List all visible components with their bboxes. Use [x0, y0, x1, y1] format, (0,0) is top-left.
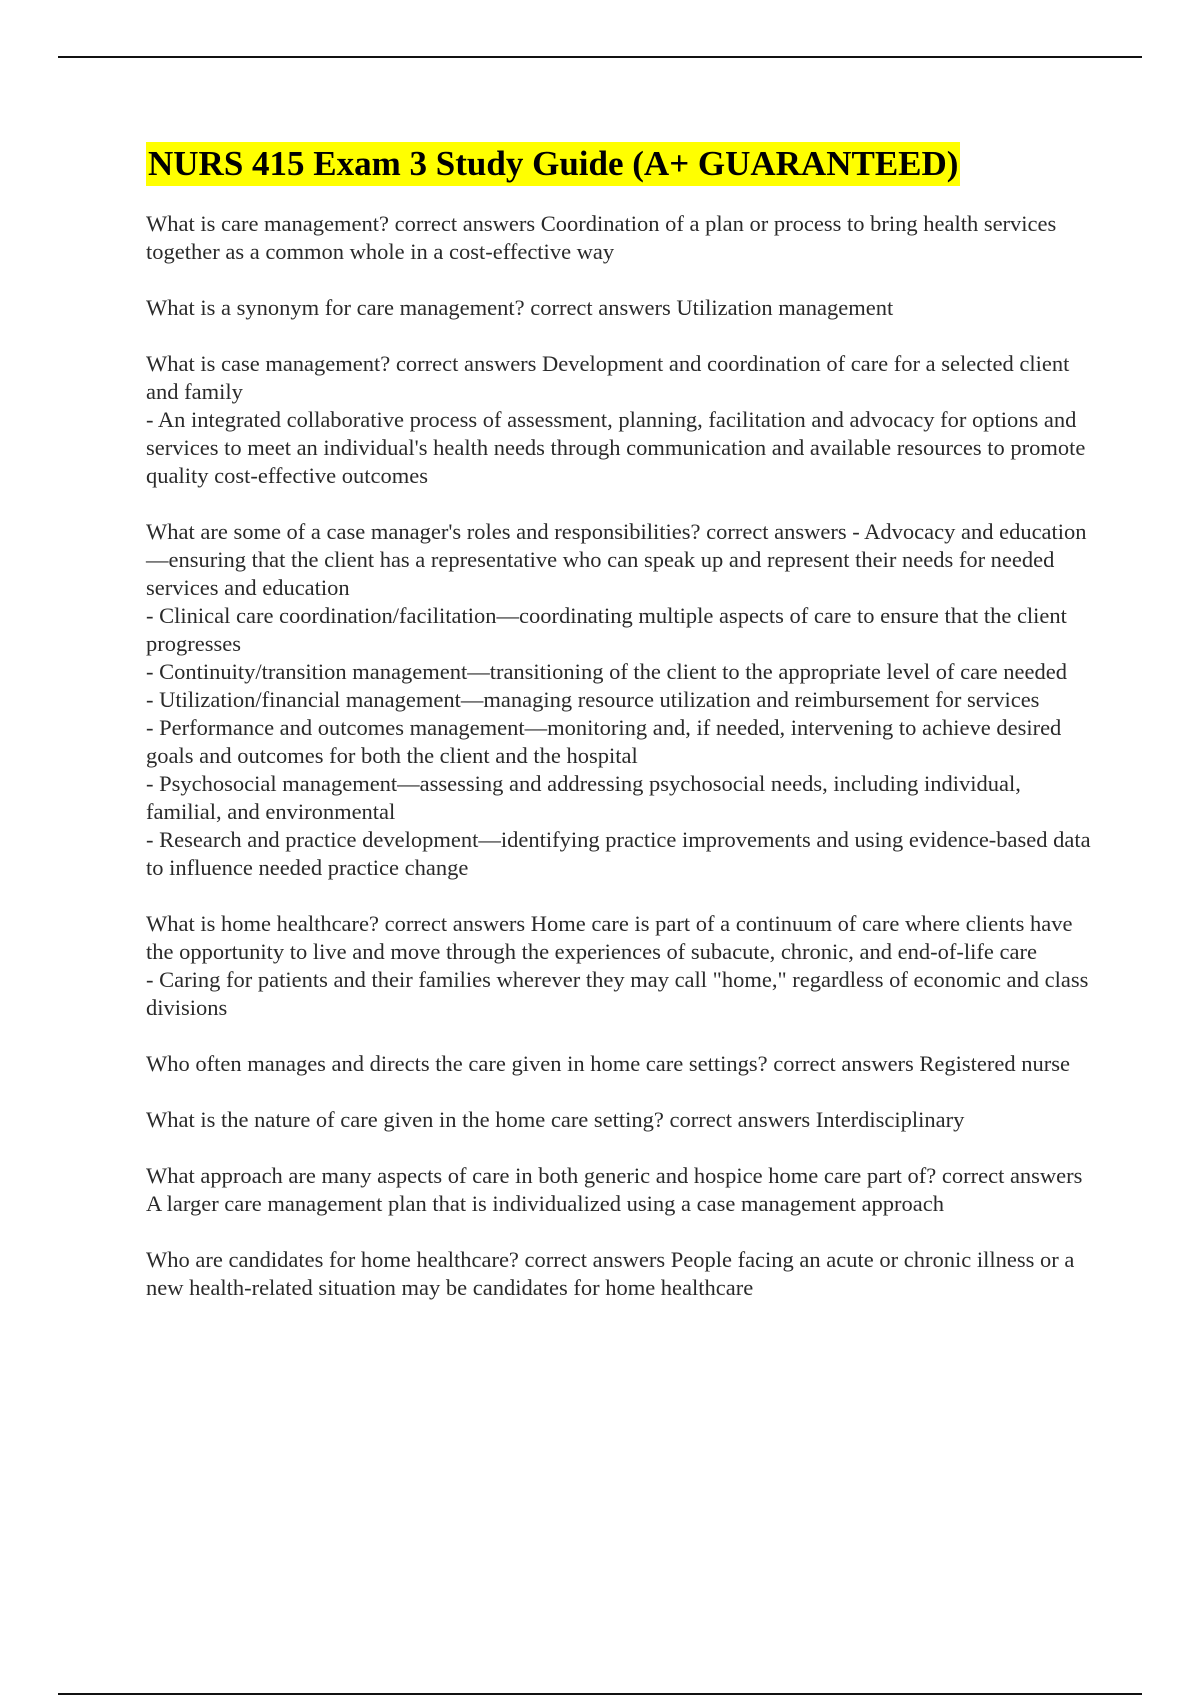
qa-item [146, 1246, 1092, 1302]
qa-line: - Continuity/transition management—transitioning of the client to the appropriate level of care needed [146, 659, 1067, 684]
qa-line: - Psychosocial management—assessing and addressing psychosocial needs, including individual, familial, and environmental [146, 771, 1021, 824]
qa-line: What is home healthcare? correct answers Home care is part of a continuum of care where clients have the opportunity to live and move through the experiences of subacute, chronic, and end-of-life care [146, 911, 1073, 964]
top-rule [58, 56, 1142, 58]
qa-item [146, 518, 1092, 882]
qa-line: What is a synonym for care management? correct answers Utilization management [146, 295, 894, 320]
qa-line: What approach are many aspects of care in both generic and hospice home care part of? correct answers A larger care management plan that is individualized using a case management approach [146, 1163, 1083, 1216]
bottom-rule [58, 1693, 1142, 1695]
qa-list [146, 210, 1092, 1302]
qa-item [146, 1050, 1092, 1078]
qa-line: - Utilization/financial management—managing resource utilization and reimbursement for services [146, 687, 1040, 712]
qa-line: - Caring for patients and their families wherever they may call "home," regardless of economic and class divisions [146, 967, 1089, 1020]
qa-line: What is case management? correct answers Development and coordination of care for a selected client and family [146, 351, 1070, 404]
document-body [146, 142, 1092, 1330]
qa-line: Who are candidates for home healthcare? correct answers People facing an acute or chronic illness or a new health-related situation may be candidates for home healthcare [146, 1247, 1075, 1300]
qa-line: - Research and practice development—identifying practice improvements and using evidence-based data to influence needed practice change [146, 827, 1091, 880]
qa-line: What are some of a case manager's roles and responsibilities? correct answers - Advocacy and education—ensuring that the client has a representative who can speak up and represent their needs for needed services and education [146, 519, 1087, 600]
qa-item [146, 1162, 1092, 1218]
qa-item [146, 1106, 1092, 1134]
document-title: NURS 415 Exam 3 Study Guide (A+ GUARANTEED) [146, 142, 960, 186]
qa-line: - An integrated collaborative process of assessment, planning, facilitation and advocacy for options and services to meet an individual's health needs through communication and available resources to promote quality cost-effective outcomes [146, 407, 1086, 488]
qa-line: - Performance and outcomes management—monitoring and, if needed, intervening to achieve desired goals and outcomes for both the client and the hospital [146, 715, 1062, 768]
qa-item [146, 350, 1092, 490]
qa-item [146, 294, 1092, 322]
qa-item [146, 910, 1092, 1022]
qa-line: - Clinical care coordination/facilitation—coordinating multiple aspects of care to ensure that the client progresses [146, 603, 1067, 656]
qa-line: What is the nature of care given in the home care setting? correct answers Interdisciplinary [146, 1107, 965, 1132]
qa-item [146, 210, 1092, 266]
qa-line: What is care management? correct answers Coordination of a plan or process to bring health services together as a common whole in a cost-effective way [146, 211, 1057, 264]
qa-line: Who often manages and directs the care given in home care settings? correct answers Registered nurse [146, 1051, 1071, 1076]
